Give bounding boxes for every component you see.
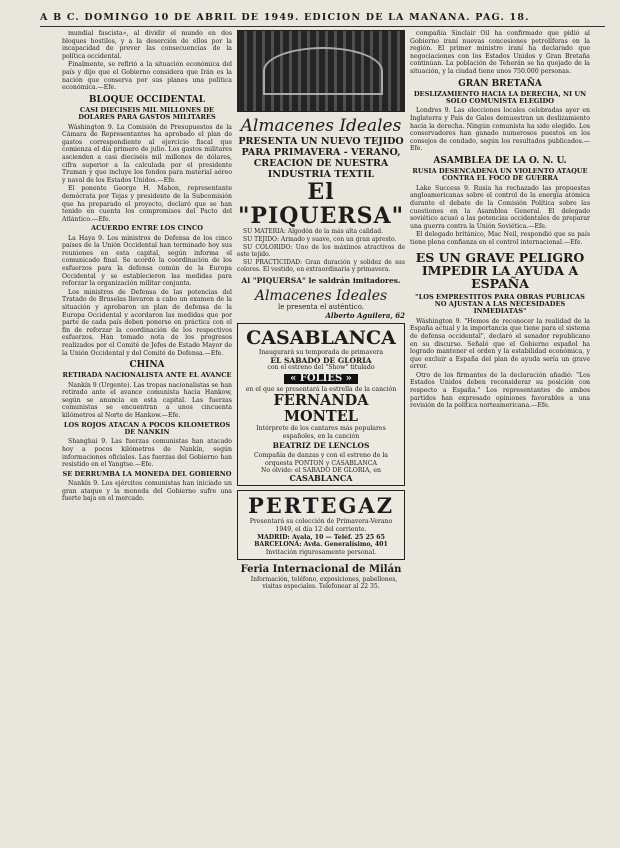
article-text: Wáshington 9. La Comisión de Presupuestos de la Cámara de Representantes ha aprobado el plan de gastos correspondiente al ejercicio fiscal que comienza el día primero de julio. Los gastos militares ascienden a casi dieciséis mil millones de dólares, cifra superior a la calculada por el presidente Truman y que incluye los fondos para material aéreo y naval de los Estados Unidos.—Efe. bbox=[62, 123, 232, 184]
section-heading: BLOQUE OCCIDENTAL bbox=[88, 94, 206, 105]
ad-text: SU COLORIDO: Uno de los máximos atractivos de este tejido. bbox=[237, 244, 405, 258]
pertegaz-ad bbox=[237, 490, 405, 560]
product-name: El "PIQUERSA" bbox=[237, 179, 405, 229]
ad-text: Compañía de danzas y con el estreno de la orquesta PONTON y CASABLANCA bbox=[253, 451, 388, 467]
article-text: Nankín 9. Los ejércitos comunistas han iniciado un gran ataque y la moneda del Gobierno sufre una fuerte baja en el mercado. bbox=[62, 480, 232, 503]
article-text: El delegado británico, Mac Neil, respondió que su país tiene plena confianza en el control internacional.—Efe. bbox=[410, 231, 590, 246]
section-heading: ASAMBLEA DE LA O. N. U. bbox=[433, 155, 567, 166]
ad-text: Inaugurará su temporada de primavera bbox=[258, 349, 384, 357]
article-text: compañía Sinclair Oil ha confirmado que pidió al Gobierno iraní nuevas concesiones petrolíferas en la región. El primer ministro iraní ha declarado que negociaciones con los Estados Unidos y Gran Bretaña continúan. La población de Teherán se ha quejado de la situación, y la ciudad tiene unos 750.000 personas. bbox=[410, 30, 590, 75]
article-text: Nankín 9 (Urgente). Las tropas nacionalistas se han retirado ante el avance comunista hacia Hankow, según se anuncia en esta capital. Las fuerzas comunistas se encuentran a unos cincuenta kilómetros al Norte de Hankow.—Efe. bbox=[62, 381, 232, 419]
article-text: Finalmente, se refirió a la situación económica del país y dijo que el Gobierno considera que Irán es la nación que conserva por sus planes una política económica.—Efe. bbox=[62, 61, 232, 92]
left-column bbox=[62, 30, 232, 830]
brand-name: PERTEGAZ bbox=[247, 493, 395, 519]
article-headline: "LOS EMPRESTITOS PARA OBRAS PUBLICAS NO AJUSTAN A LAS NECESIDADES INMEDIATAS" bbox=[415, 292, 585, 316]
ad-tagline: le presenta el auténtico. bbox=[277, 303, 365, 311]
header-rule bbox=[40, 26, 605, 27]
ad-text: SU PRACTICIDAD: Gran duración y solidez de sus colores. El vestido, en extraordinaria y primavera. bbox=[237, 259, 405, 273]
section-heading: GRAN BRETAÑA bbox=[458, 78, 542, 89]
page-header: A B C. DOMINGO 10 DE ABRIL DE 1949. EDICION DE LA MAÑANA. PAG. 18. bbox=[40, 12, 530, 23]
star-name: FERNANDA MONTEL bbox=[273, 392, 369, 426]
ad-address: BARCELONA: Avda. Generalísimo, 401 bbox=[254, 541, 388, 549]
article-text: Wáshington 9. "Hemos de reconocer la realidad de la España actual y la importancia que tiene para el sistema de defensa occidental", declaró el senador republicano en su discurso. Señaló que el Gobierno español ha logrado mantener el orden y la estabilidad económica, y que excluir a España del plan de ayuda sería un grave error. bbox=[410, 317, 590, 371]
article-text: Shanghai 9. Las fuerzas comunistas han atacado hoy a pocos kilómetros de Nankín, según informaciones oficiales. Las fuerzas del Gobierno han resistido en el Yangtse.—Efe. bbox=[62, 438, 232, 469]
casablanca-ad bbox=[237, 323, 405, 486]
venue-name: CASABLANCA bbox=[246, 327, 396, 350]
store-facade-illustration bbox=[237, 30, 405, 112]
right-column bbox=[410, 30, 590, 840]
ad-text: Intérprete de los cantares más populares españoles, en la canción bbox=[256, 425, 386, 440]
article-headline: CASI DIECISEIS MIL MILLONES DE DOLARES PARA GASTOS MILITARES bbox=[78, 105, 216, 122]
article-headline: RUSIA DESENCADENA UN VIOLENTO ATAQUE CONTRA EL FOCO DE GUERRA bbox=[412, 166, 588, 183]
show-title: « FOLIES » bbox=[284, 374, 358, 384]
ad-text: Invitación rigurosamente personal. bbox=[265, 548, 377, 556]
ad-date: EL SABADO DE GLORIA bbox=[270, 355, 372, 365]
article-headline: ACUERDO ENTRE LOS CINCO bbox=[91, 224, 203, 233]
ad-text: en el que se presentará la estrella de la canción bbox=[245, 385, 397, 393]
article-headline: SE DERRUMBA LA MONEDA DEL GOBIERNO bbox=[62, 469, 232, 478]
almacenes-ad bbox=[237, 116, 405, 319]
article-text: Los ministros de Defensa de las potencias del Tratado de Bruselas llevaron a cabo un examen de la situación y aprobaron un plan de defensa de la Europa Occidental y acordaron las medidas que por parte de cada país deben ponerse en práctica con el fin de reforzar la coordinación de los respectivos esfuerzos. Han tomado nota de los progresos realizados por el Comité de Jefes de Estado Mayor de la Unión Occidental y del Comité de Defensa.—Efe. bbox=[62, 288, 232, 357]
star-name-2: BEATRIZ DE LENCLOS bbox=[272, 441, 370, 451]
ad-text: SU TEJIDO: Armado y suave, con un gran apresto. bbox=[243, 236, 397, 243]
store-logo: Almacenes Ideales bbox=[240, 116, 402, 136]
middle-column bbox=[237, 30, 405, 840]
article-headline: LOS ROJOS ATACAN A POCOS KILOMETROS DE NANKIN bbox=[63, 420, 231, 436]
ad-headline: PRESENTA UN NUEVO TEJIDO PARA PRIMAVERA - VERANO, CREACION DE NUESTRA INDUSTRIA TEXTIL bbox=[238, 136, 404, 180]
main-headline: ES UN GRAVE PELIGRO IMPEDIR LA AYUDA A ESPAÑA bbox=[415, 249, 585, 291]
section-heading: CHINA bbox=[129, 360, 165, 371]
ad-slogan: Al "PIQUERSA" le saldrán imitadores. bbox=[241, 276, 401, 285]
store-logo: Almacenes Ideales bbox=[254, 288, 388, 304]
ad-text: Presentará su colección de Primavera-Verano 1949, el día 12 del corriente. bbox=[249, 518, 393, 533]
article-text: El ponente George H. Mahon, representante demócrata por Tejas y presidente de la Subcomisión que ha preparado el proyecto, declaró que se han tenido en cuenta los compromisos del Pacto del Atlántico.—Efe. bbox=[62, 185, 232, 223]
ad-text: No olvide: el SABADO DE GLORIA, en bbox=[260, 467, 381, 475]
ad-address: MADRID: Ayala, 10 — Teléf. 25 25 65 bbox=[257, 533, 385, 541]
article-headline: RETIRADA NACIONALISTA ANTE EL AVANCE bbox=[62, 371, 232, 380]
article-text: Otro de los firmantes de la declaración añadió: "Los Estados Unidos deben reconsiderar su posición con respecto a España." Los representantes de ambos partidos han expresado opiniones favorables a una revisión de la política norteamericana.—Efe. bbox=[410, 371, 590, 410]
ad-text: SU MATERIA: Algodón de la más alta calidad. bbox=[243, 228, 383, 235]
article-text: Londres 9. Las elecciones locales celebradas ayer en Inglaterra y País de Gales demuestran un deslizamiento hacia la derecha. Ningún comunista ha sido elegido. Los conservadores han ganado numerosos puestos en los consejos de condado, según los resultados publicados.—Efe. bbox=[410, 107, 590, 153]
ad-text: con el estreno del "Show" titulado bbox=[267, 364, 375, 372]
store-address: Alberto Aguilera, 62 bbox=[325, 310, 405, 320]
article-text: La Haya 9. Los ministros de Defensa de los cinco países de la Unión Occidental han terminado hoy sus reuniones en esta capital, según informa el comunicado final. Se acordó la coordinación de los esfuerzos para la defensa común de la Europa Occidental y se establecieron las medidas para reforzar la organización militar conjunta. bbox=[62, 234, 232, 288]
article-text: Lake Success 9. Rusia ha rechazado las propuestas angloamericanas sobre el control de la energía atómica durante el debate de la Comisión Política sobre las cuestiones en la Asamblea General. El delegado soviético acusó a las potencias occidentales de preparar una guerra contra la Unión Soviética.—Efe. bbox=[410, 184, 590, 230]
feria-text: Información, teléfono, exposiciones, pabellones, visitas especiales. Telefonear al 22 35. bbox=[250, 576, 398, 591]
article-text: mundial fascista», al dividir el mundo en dos bloques hostiles, y a la deserción de ellos por la incapacidad de prever las consecuencias de la política occidental. bbox=[62, 30, 232, 60]
venue-name-footer: CASABLANCA bbox=[289, 472, 353, 483]
article-headline: DESLIZAMIENTO HACIA LA DERECHA, NI UN SOLO COMUNISTA ELEGIDO bbox=[413, 89, 587, 105]
feria-heading: Feria Internacional de Milán bbox=[240, 564, 402, 576]
